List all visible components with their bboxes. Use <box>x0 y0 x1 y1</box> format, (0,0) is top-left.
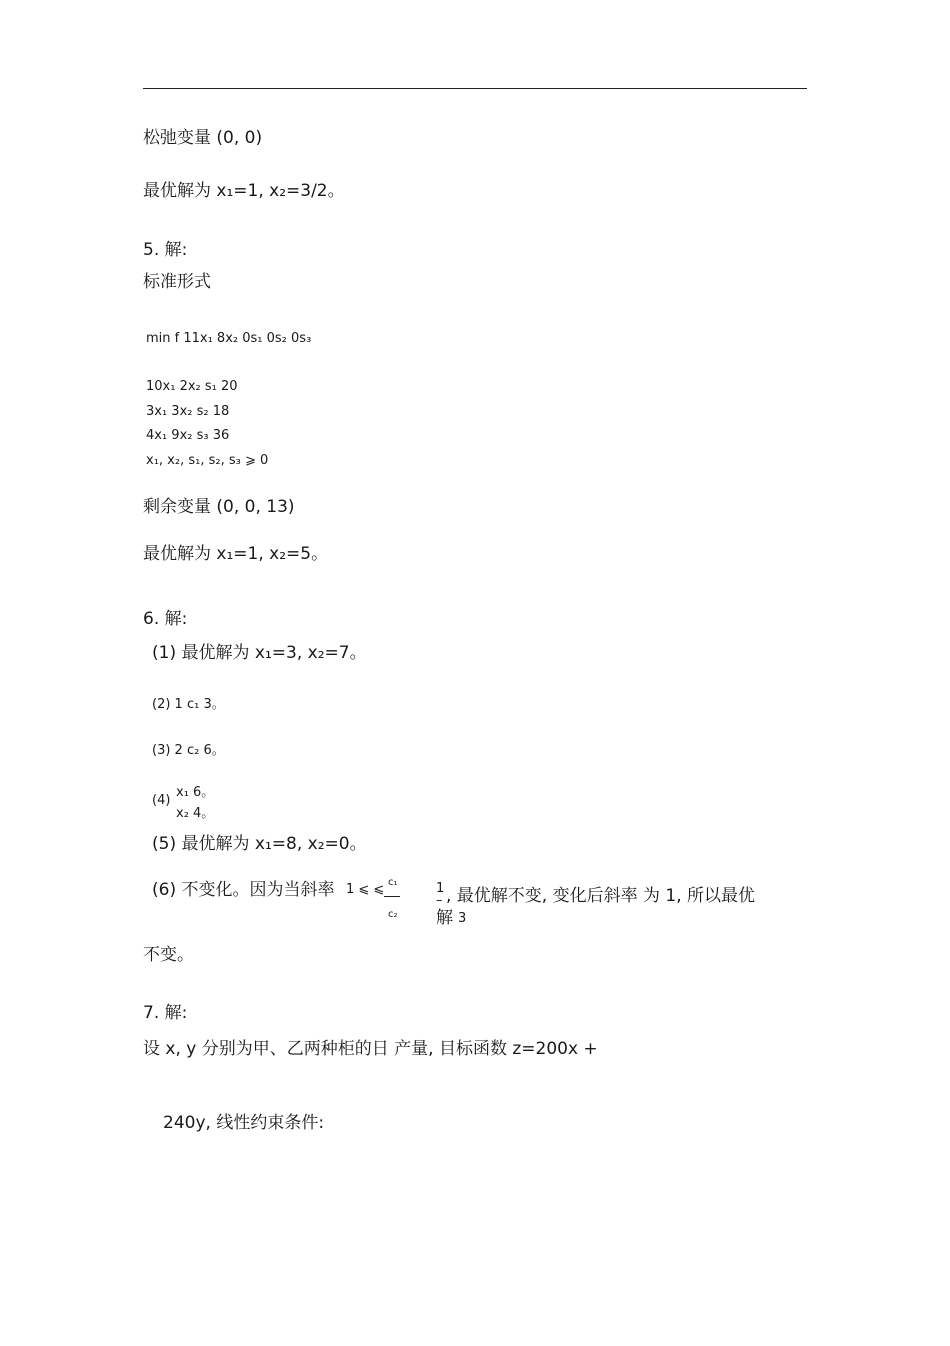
constraint-3: 4x₁ 9x₂ s₃ 36 <box>146 428 230 443</box>
constraint-1: 10x₁ 2x₂ s₁ 20 <box>146 379 238 394</box>
optimal-solution-line-5: 最优解为 x₁=1, x₂=5。 <box>143 544 329 564</box>
standard-form-label: 标准形式 <box>143 272 211 292</box>
fraction-dash: – <box>436 893 443 908</box>
answer-6-6-continued: , 最优解不变, 变化后斜率 为 1, 所以最优 <box>446 886 756 906</box>
slack-variables-line: 松弛变量 (0, 0) <box>143 128 263 148</box>
fraction-one: 1 <box>436 881 445 896</box>
header-rule <box>143 88 807 89</box>
problem-6-heading: 6. 解: <box>143 609 188 629</box>
problem-7-text: 设 x, y 分别为甲、乙两种柜的日 产量, 目标函数 z=200x + <box>143 1039 598 1059</box>
answer-6-1: (1) 最优解为 x₁=3, x₂=7。 <box>152 643 367 663</box>
answer-6-6-text: (6) 不变化。因为当斜率 <box>152 880 335 900</box>
fraction-numerator-c1: c₁ <box>388 877 398 888</box>
answer-6-4-x2: x₂ 4。 <box>176 806 215 821</box>
answer-6-6-end: 不变。 <box>143 945 194 965</box>
slope-inequality: 1 ⩽ ⩽ <box>346 882 385 897</box>
nonnegativity-constraint: x₁, x₂, s₁, s₂, s₃ ⩾ 0 <box>146 453 269 468</box>
fraction-bar <box>384 896 400 897</box>
problem-7-constraints-intro: 240y, 线性约束条件: <box>163 1113 325 1133</box>
fraction-denominator-c2: c₂ <box>388 909 398 920</box>
answer-6-2: (2) 1 c₁ 3。 <box>152 697 225 712</box>
constraint-2: 3x₁ 3x₂ s₂ 18 <box>146 404 230 419</box>
optimal-solution-line: 最优解为 x₁=1, x₂=3/2。 <box>143 181 345 201</box>
answer-6-5: (5) 最优解为 x₁=8, x₂=0。 <box>152 834 367 854</box>
surplus-variables-line: 剩余变量 (0, 0, 13) <box>143 497 295 517</box>
problem-7-heading: 7. 解: <box>143 1003 188 1023</box>
problem-5-heading: 5. 解: <box>143 240 188 260</box>
answer-6-4-x1: x₁ 6。 <box>176 785 215 800</box>
answer-6-6-jie: 解 <box>436 908 453 928</box>
answer-6-4-label: (4) <box>152 793 171 808</box>
objective-function: min f 11x₁ 8x₂ 0s₁ 0s₂ 0s₃ <box>146 331 312 346</box>
fraction-three: 3 <box>458 911 467 926</box>
answer-6-3: (3) 2 c₂ 6。 <box>152 743 225 758</box>
